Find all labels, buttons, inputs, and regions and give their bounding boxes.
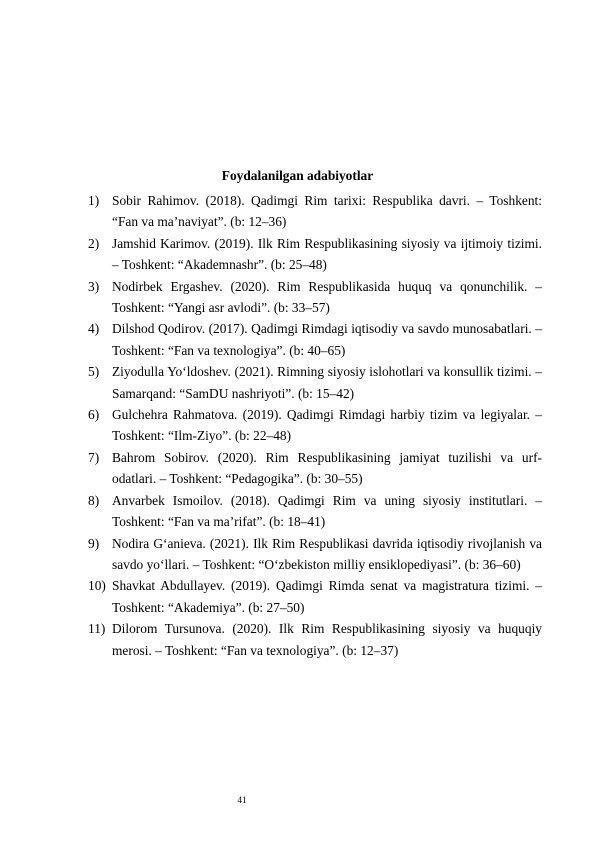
reference-item	[88, 190, 542, 233]
reference-text: Gulchehra Rahmatova. (2019). Qadimgi Rimdagi harbiy tizim va legiyalar. – Toshkent: “Ilm-Ziyo”. (b: 22–48)	[112, 407, 542, 444]
reference-item	[88, 276, 542, 319]
reference-text: Jamshid Karimov. (2019). Ilk Rim Respublikasining siyosiy va ijtimoiy tizimi. – Toshkent: “Akademnashr”. (b: 25–48)	[112, 235, 542, 273]
reference-number: 3)	[88, 278, 100, 294]
reference-item	[88, 318, 542, 361]
references-heading: Foydalanilgan adabiyotlar	[221, 168, 374, 183]
reference-number: 7)	[88, 449, 100, 465]
reference-text: Nodira G‘anieva. (2021). Ilk Rim Respublikasi davrida iqtisodiy rivojlanish va savdo yo‘llari. – Toshkent: “O‘zbekiston milliy ensiklopediyasi”. (b: 36–60)	[112, 535, 542, 572]
reference-list	[88, 190, 542, 661]
reference-item	[88, 618, 542, 661]
reference-item	[88, 233, 542, 276]
reference-number: 10)	[88, 578, 106, 594]
reference-number: 5)	[88, 364, 100, 380]
reference-number: 6)	[88, 407, 100, 423]
reference-item	[88, 575, 542, 618]
reference-item	[88, 490, 542, 533]
reference-text: Anvarbek Ismoilov. (2018). Qadimgi Rim va uning siyosiy institutlari. – Toshkent: “Fan va ma’rifat”. (b: 18–41)	[112, 492, 542, 530]
reference-number: 9)	[88, 535, 100, 551]
reference-number: 8)	[88, 492, 100, 508]
reference-text: Nodirbek Ergashev. (2020). Rim Respublikasida huquq va qonunchilik. – Toshkent: “Yangi asr avlodi”. (b: 33–57)	[112, 278, 542, 316]
reference-item	[88, 404, 542, 447]
reference-text: Dilshod Qodirov. (2017). Qadimgi Rimdagi iqtisodiy va savdo munosabatlari. – Toshkent: “Fan va texnologiya”. (b: 40–65)	[112, 321, 542, 358]
reference-number: 1)	[88, 193, 100, 208]
reference-number: 4)	[88, 321, 100, 337]
page-number: 41	[237, 795, 247, 805]
reference-text: Dilorom Tursunova. (2020). Ilk Rim Respublikasining siyosiy va huquqiy merosi. – Toshkent: “Fan va texnologiya”. (b: 12–37)	[112, 621, 542, 658]
reference-number: 2)	[88, 235, 100, 251]
reference-text: Sobir Rahimov. (2018). Qadimgi Rim tarixi: Respublika davri. – Toshkent: “Fan va ma’naviyat”. (b: 12–36)	[112, 193, 542, 230]
reference-item	[88, 533, 542, 576]
reference-item	[88, 447, 542, 490]
reference-text: Shavkat Abdullayev. (2019). Qadimgi Rimda senat va magistratura tizimi. – Toshkent: “Akademiya”. (b: 27–50)	[112, 578, 542, 615]
reference-item	[88, 361, 542, 404]
reference-number: 11)	[88, 621, 106, 637]
reference-text: Ziyodulla Yo‘ldoshev. (2021). Rimning siyosiy islohotlari va konsullik tizimi. – Samarqand: “SamDU nashriyoti”. (b: 15–42)	[112, 364, 542, 401]
reference-text: Bahrom Sobirov. (2020). Rim Respublikasining jamiyat tuzilishi va urf-odatlari. – Toshkent: “Pedagogika”. (b: 30–55)	[112, 449, 542, 487]
